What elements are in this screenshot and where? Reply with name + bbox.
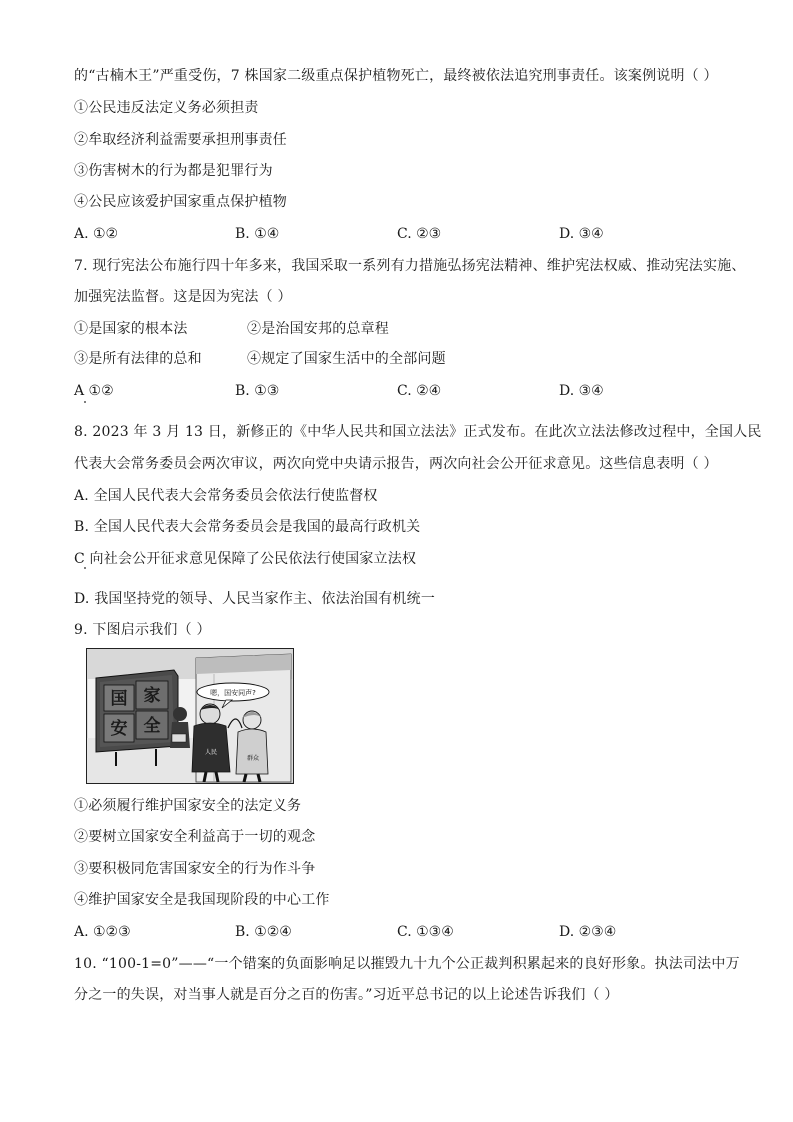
q9-item-4: ④维护国家安全是我国现阶段的中心工作	[74, 892, 330, 908]
q7-item-1: ①是国家的根本法	[74, 321, 188, 337]
q9-option-a[interactable]: A. ①②③	[74, 924, 131, 940]
q7-item-3: ③是所有法律的总和	[74, 351, 202, 367]
q9-options	[74, 923, 734, 941]
billboard-char-3: 安	[110, 719, 128, 739]
q7-option-d[interactable]: D. ③④	[559, 383, 604, 399]
q7-options	[74, 382, 734, 400]
q8-option-c[interactable]: C 向社会公开征求意见保障了公民依法行使国家立法权	[74, 551, 417, 567]
q6-option-c[interactable]: C. ②③	[397, 226, 442, 242]
q8-option-a[interactable]: A. 全国人民代表大会常务委员会依法行使监督权	[74, 488, 378, 504]
q9-item-2: ②要树立国家安全利益高于一切的观念	[74, 829, 316, 845]
label-masses: 群众	[246, 755, 260, 762]
q7-stem-line-2: 加强宪法监督。这是因为宪法（ ）	[74, 289, 292, 305]
q6-item-2: ②牟取经济利益需要承担刑事责任	[74, 132, 287, 148]
q8-stem-line-1: 8. 2023 年 3 月 13 日，新修正的《中华人民共和国立法法》正式发布。在此次立法法修改过程中，全国人民	[74, 424, 762, 440]
billboard-char-1: 国	[110, 689, 128, 709]
q6-item-1: ①公民违反法定义务必须担责	[74, 100, 259, 116]
q9-item-3: ③要积极同危害国家安全的行为作斗争	[74, 861, 316, 877]
q10-stem-line-1: 10. “100-1=0”——“一个错案的负面影响足以摧毁九十九个公正裁判积累起来的良好形象。执法司法中万	[74, 956, 740, 972]
q7-option-b[interactable]: B. ①③	[235, 383, 280, 399]
billboard-char-4: 全	[143, 716, 161, 736]
q6-item-3: ③伤害树木的行为都是犯罪行为	[74, 163, 273, 179]
q9-option-c[interactable]: C. ①③④	[397, 924, 454, 940]
scan-speck	[84, 401, 86, 403]
q7-option-c[interactable]: C. ②④	[397, 383, 442, 399]
q10-stem-line-2: 分之一的失误，对当事人就是百分之百的伤害。”习近平总书记的以上论述告诉我们（ ）	[74, 987, 619, 1003]
q7-stem-line-1: 7. 现行宪法公布施行四十年多来，我国采取一系列有力措施弘扬宪法精神、维护宪法权威、推动宪法实施、	[74, 258, 746, 274]
q9-cartoon-image	[86, 648, 294, 784]
q6-option-d[interactable]: D. ③④	[559, 226, 604, 242]
q9-option-b[interactable]: B. ①②④	[235, 924, 292, 940]
label-people: 人民	[204, 749, 218, 756]
q8-option-d[interactable]: D. 我国坚持党的领导、人民当家作主、依法治国有机统一	[74, 591, 436, 607]
q6-item-4: ④公民应该爱护国家重点保护植物	[74, 194, 287, 210]
q7-item-4: ④规定了国家生活中的全部问题	[247, 351, 446, 367]
q6-option-b[interactable]: B. ①④	[235, 226, 280, 242]
q6-stem-tail: 的“古楠木王”严重受伤，7 株国家二级重点保护植物死亡，最终被依法追究刑事责任。该案例说明（ ）	[74, 68, 718, 84]
q9-stem: 9. 下图启示我们（ ）	[74, 622, 211, 638]
q7-option-a[interactable]: A ①②	[74, 383, 114, 399]
q8-option-b[interactable]: B. 全国人民代表大会常务委员会是我国的最高行政机关	[74, 519, 421, 535]
billboard-char-2: 家	[143, 686, 161, 706]
q9-option-d[interactable]: D. ②③④	[559, 924, 617, 940]
q6-options	[74, 225, 734, 243]
scan-speck	[84, 567, 86, 569]
q7-item-2: ②是治国安邦的总章程	[247, 321, 389, 337]
q9-item-1: ①必须履行维护国家安全的法定义务	[74, 798, 302, 814]
speech-bubble-text: 嗯，国安同声?	[210, 689, 256, 697]
q6-option-a[interactable]: A. ①②	[74, 226, 119, 242]
q8-stem-line-2: 代表大会常务委员会两次审议，两次向党中央请示报告，两次向社会公开征求意见。这些信息表明（ ）	[74, 456, 718, 472]
